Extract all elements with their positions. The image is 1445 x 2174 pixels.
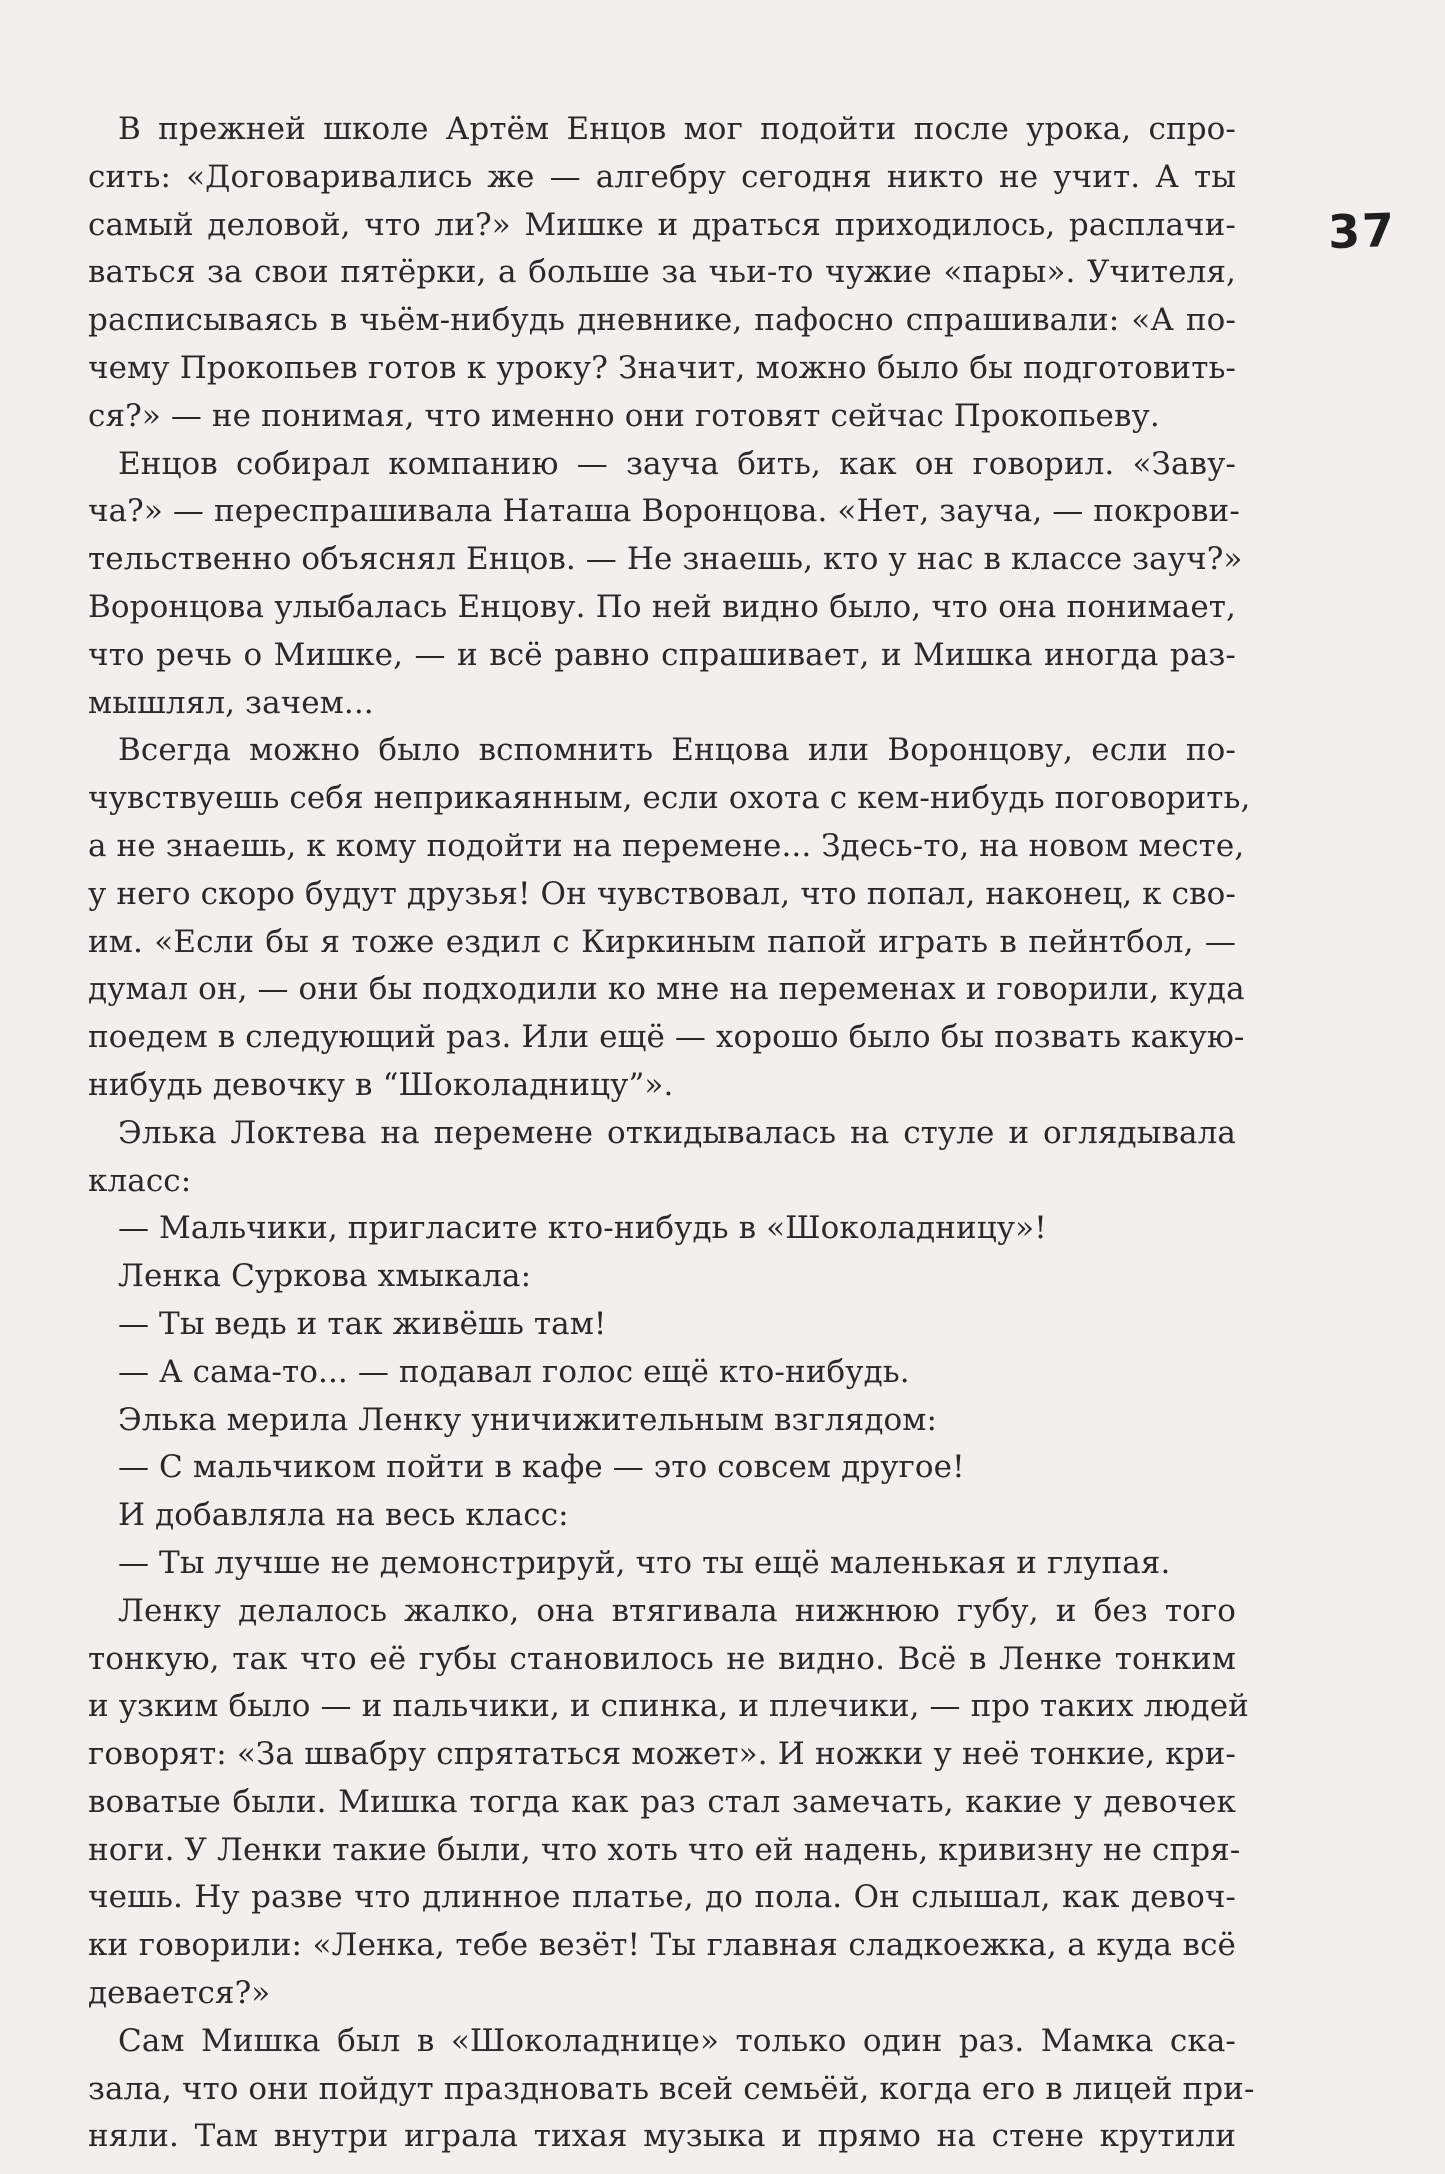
- text-line: а не знаешь, к кому подойти на перемене... Здесь-то, на новом месте,: [88, 827, 1245, 864]
- text-line: Всегда можно было вспомнить Енцова или Воронцову, если по-: [118, 732, 1236, 769]
- text-line: И добавляла на весь класс:: [118, 1497, 569, 1534]
- text-line: Ленку делалось жалко, она втягивала нижнюю губу, и без того: [118, 1592, 1236, 1629]
- text-line: тельственно объяснял Енцов. — Не знаешь, кто у нас в классе зауч?»: [88, 541, 1243, 578]
- text-line: самый деловой, что ли?» Мишке и драться приходилось, расплачи-: [88, 206, 1236, 243]
- text-line: ся?» — не понимая, что именно они готовят сейчас Прокопьеву.: [88, 397, 1160, 434]
- text-line: сить: «Договаривались же — алгебру сегодня никто не учит. А ты: [88, 158, 1236, 195]
- text-line: Сам Мишка был в «Шоколаднице» только один раз. Мамка ска-: [118, 2022, 1236, 2059]
- text-line: чешь. Ну разве что длинное платье, до пола. Он слышал, как девоч-: [88, 1879, 1236, 1916]
- text-line: говорят: «За швабру спрятаться может». И ножки у неё тонкие, кри-: [88, 1736, 1236, 1773]
- text-line: ча?» — переспрашивала Наташа Воронцова. «Нет, зауча, — покрови-: [88, 493, 1240, 530]
- text-line: Элька Локтева на перемене откидывалась на стуле и оглядывала: [118, 1114, 1236, 1151]
- text-line: девается?»: [88, 1975, 271, 2012]
- text-line: тонкую, так что её губы становилось не видно. Всё в Ленке тонким: [88, 1640, 1236, 1677]
- text-line: — Ты ведь и так живёшь там!: [118, 1305, 607, 1342]
- text-line: и узким было — и пальчики, и спинка, и плечики, — про таких людей: [88, 1688, 1249, 1725]
- text-line: — С мальчиком пойти в кафе — это совсем другое!: [118, 1449, 965, 1486]
- text-line: Элька мерила Ленку уничижительным взглядом:: [118, 1401, 938, 1438]
- text-line: В прежней школе Артём Енцов мог подойти после урока, спро-: [118, 111, 1236, 147]
- text-line: расписываясь в чьём-нибудь дневнике, пафосно спрашивали: «А по-: [88, 302, 1236, 339]
- text-line: чувствуешь себя неприкаянным, если охота с кем-нибудь поговорить,: [88, 780, 1251, 817]
- text-line: Ленка Суркова хмыкала:: [118, 1258, 532, 1295]
- text-line: зала, что они пойдут праздновать всей семьёй, когда его в лицей при-: [88, 2070, 1255, 2107]
- text-line: чему Прокопьев готов к уроку? Значит, можно было бы подготовить-: [88, 349, 1236, 386]
- text-line: Енцов собирал компанию — зауча бить, как он говорил. «Заву-: [118, 445, 1236, 482]
- text-line: нибудь девочку в “Шоколадницу”».: [88, 1066, 674, 1103]
- text-line: поедем в следующий раз. Или ещё — хорошо было бы позвать какую-: [88, 1019, 1245, 1056]
- text-line: воватые были. Мишка тогда как раз стал замечать, какие у девочек: [88, 1783, 1236, 1820]
- text-line: — Мальчики, пригласите кто-нибудь в «Шоколадницу»!: [118, 1210, 1047, 1247]
- text-line: — А сама-то... — подавал голос ещё кто-нибудь.: [118, 1353, 910, 1390]
- text-line: — Ты лучше не демонстрируй, что ты ещё маленькая и глупая.: [118, 1544, 1171, 1581]
- page-number: 37: [1327, 202, 1397, 260]
- text-line: мышлял, зачем...: [88, 684, 374, 721]
- text-line: няли. Там внутри играла тихая музыка и прямо на стене крутили: [88, 2118, 1236, 2155]
- text-line: Воронцова улыбалась Енцову. По ней видно было, что она понимает,: [88, 588, 1236, 625]
- body-text: [88, 106, 1255, 2161]
- text-line: ваться за свои пятёрки, а больше за чьи-то чужие «пары». Учителя,: [88, 254, 1236, 291]
- text-line: класс:: [88, 1162, 192, 1199]
- text-line: что речь о Мишке, — и всё равно спрашивает, и Мишка иногда раз-: [88, 636, 1236, 673]
- text-line: у него скоро будут друзья! Он чувствовал, что попал, наконец, к сво-: [88, 875, 1236, 912]
- text-line: думал он, — они бы подходили ко мне на переменах и говорили, куда: [88, 971, 1245, 1008]
- text-line: ки говорили: «Ленка, тебе везёт! Ты главная сладкоежка, а куда всё: [88, 1927, 1236, 1964]
- text-line: ноги. У Ленки такие были, что хоть что ей надень, кривизну не спря-: [88, 1831, 1241, 1868]
- text-line: им. «Если бы я тоже ездил с Киркиным папой играть в пейнтбол, —: [88, 923, 1236, 960]
